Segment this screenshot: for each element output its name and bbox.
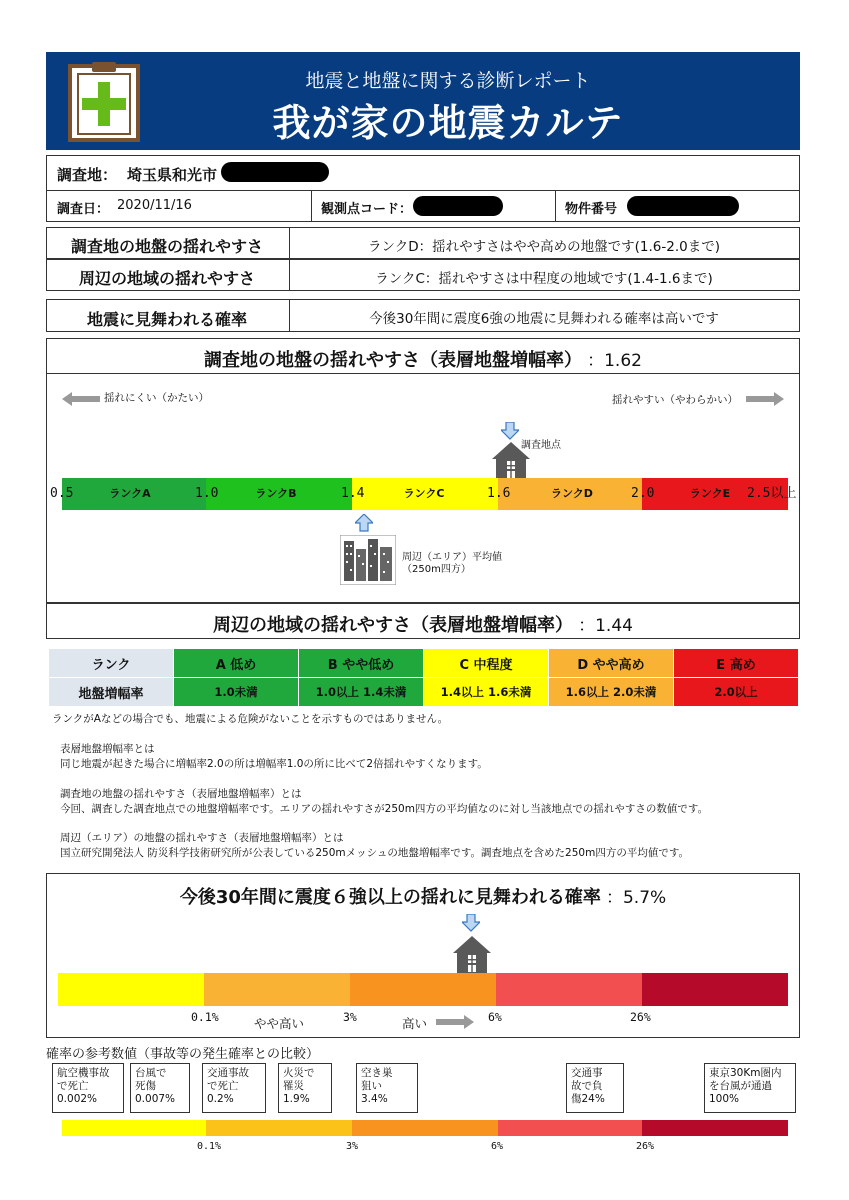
rank-header-d: D やや高め [549,649,674,678]
rank-header-label: ランク [49,649,174,678]
divider [555,191,556,221]
summary-label: 周辺の地域の揺れやすさ [78,269,255,288]
summary-value: 今後30年間に震度6強の地震に見舞われる確率は高いです [369,311,719,327]
left-hint: 揺れにくい（かたい） [104,392,209,404]
rank-value-a: 1.0未満 [174,678,299,707]
note-title: 調査地の地盤の揺れやすさ（表層地盤増幅率）とは [60,788,302,800]
summary-label: 地震に見舞われる確率 [86,310,247,329]
buildings-icon [340,535,396,589]
area-title: 周辺の地域の揺れやすさ（表層地盤増幅率） [213,615,574,636]
site-title: 調査地の地盤の揺れやすさ（表層地盤増幅率） [204,350,583,371]
summary-row-prob [46,299,800,332]
rank-header-b: B やや低め [299,649,424,678]
rank-header-row [49,649,799,678]
prob-bar-segment-5 [642,973,788,1006]
reference-item: 交通事 故で負 傷24% [566,1063,624,1113]
down-arrow-icon [462,914,480,936]
rank-label: ランクA [109,487,151,500]
ref-tick: 3% [346,1141,359,1152]
prob-title: 今後30年間に震度６強以上の揺れに見舞われる確率 [179,887,601,908]
redacted-code [413,196,503,216]
divider [289,260,290,290]
reference-item: 東京30Km圏内 を台風が通過 100% [704,1063,796,1113]
ref-bar-segment-5 [642,1120,788,1136]
date-value: 2020/11/16 [117,198,192,213]
report-header [46,52,800,150]
ref-bar-segment-4 [498,1120,642,1136]
rank-value-d: 1.6以上 2.0未満 [549,678,674,707]
prob-bar-segment-2 [204,973,350,1006]
disclaimer: ランクがAなどの場合でも、地震による危険がないことを示すものではありません。 [52,713,449,725]
prob-tick: 26% [630,1010,651,1024]
site-section-title [46,338,800,374]
scale-tick: 1.6 [487,486,511,501]
rank-value-row [49,678,799,707]
ref-bar-segment-2 [206,1120,352,1136]
area-value: ：1.44 [578,616,633,636]
prob-bar-segment-1 [58,973,204,1006]
rank-label: ランクE [689,487,731,500]
note-title: 周辺（エリア）の地盤の揺れやすさ（表層地盤増幅率）とは [60,832,344,844]
note-title: 表層地盤増幅率とは [60,743,155,755]
site-value: ：1.62 [587,351,642,371]
summary-value: ランクC：揺れやすさは中程度の地域です(1.4-1.6まで) [375,271,713,287]
reference-item: 台風で 死傷 0.007% [130,1063,190,1113]
prob-tick: 3% [343,1010,357,1024]
rank-value-e: 2.0以上 [674,678,799,707]
rank-header-a: A 低め [174,649,299,678]
rank-header-c: C 中程度 [424,649,549,678]
summary-label: 調査地の地盤の揺れやすさ [70,237,263,256]
rank-label: ランクD [551,487,593,500]
divider [311,191,312,221]
code-label: 観測点コード： [321,202,413,217]
survey-info-row [46,190,800,222]
house-icon [452,935,492,977]
right-arrow-icon [746,391,784,410]
scale-tick: 1.0 [195,486,219,501]
left-arrow-icon [62,391,100,410]
location-value: 埼玉県和光市 [127,166,218,184]
location-row [46,155,800,191]
ref-bar-segment-1 [62,1120,206,1136]
area-label: 周辺（エリア）平均値 [402,552,502,563]
ref-tick: 6% [491,1141,504,1152]
reference-item: 火災で 罹災 1.9% [278,1063,332,1113]
right-arrow-icon [436,1014,474,1033]
date-label: 調査日： [57,202,110,217]
scale-tick: 2.0 [631,486,655,501]
marker-label: 調査地点 [521,440,561,451]
ref-tick: 26% [636,1141,655,1152]
report-title: 我が家の地震カルテ [272,101,624,145]
prob-bar-segment-3 [350,973,496,1006]
right-hint: 揺れやすい（やわらかい） [612,394,738,406]
rank-label: ランクB [255,487,297,500]
property-label: 物件番号 [565,202,618,217]
reference-item: 空き巣 狙い 3.4% [356,1063,418,1113]
prob-bar-segment-4 [496,973,642,1006]
reference-item: 航空機事故 で死亡 0.002% [52,1063,124,1113]
prob-tick: 0.1% [191,1010,219,1024]
divider [289,228,290,258]
rank-row-label: 地盤増幅率 [49,678,174,707]
note-body: 今回、調査した調査地点での地盤増幅率です。エリアの揺れやすさが250m四方の平均値なのに対し当該地点での揺れやすさの数値です。 [60,803,709,815]
ref-bar-segment-3 [352,1120,498,1136]
area-sub: （250m四方） [402,564,471,575]
area-section-title [46,603,800,639]
rank-value-b: 1.0以上 1.4未満 [299,678,424,707]
note-body: 国立研究開発法人 防災科学技術研究所が公表している250mメッシュの地盤増幅率です。調査地点を含めた250m四方の平均値です。 [60,847,689,859]
summary-row-area [46,259,800,291]
reference-title: 確率の参考数値（事故等の発生確率との比較） [46,1047,320,1062]
redacted-property [627,196,739,216]
rank-table [48,648,799,707]
rank-value-c: 1.4以上 1.6未満 [424,678,549,707]
summary-value: ランクD：揺れやすさはやや高めの地盤です(1.6-2.0まで) [368,239,720,255]
prob-value: ：5.7% [605,888,667,908]
scale-tick: 2.5以上 [747,486,797,501]
reference-item: 交通事故 で死亡 0.2% [202,1063,266,1113]
ref-tick: 0.1% [197,1141,222,1152]
note-body: 同じ地震が起きた場合に増幅率2.0の所は増幅率1.0の所に比べて2倍揺れやすくなります。 [60,758,488,770]
prob-tick: 6% [488,1010,502,1024]
report-subtitle: 地震と地盤に関する診断レポート [305,70,591,92]
high-label: 高い [402,1016,428,1031]
location-label: 調査地： [57,166,118,184]
summary-row-site [46,227,800,259]
rank-header-e: E 高め [674,649,799,678]
redacted-address [221,162,329,182]
rank-label: ランクC [403,487,445,500]
scale-tick: 1.4 [341,486,365,501]
up-arrow-icon [355,514,373,536]
house-icon [491,441,531,483]
scale-tick: 0.5 [50,486,74,501]
yaya-label: やや高い [254,1016,305,1031]
divider [289,300,290,331]
